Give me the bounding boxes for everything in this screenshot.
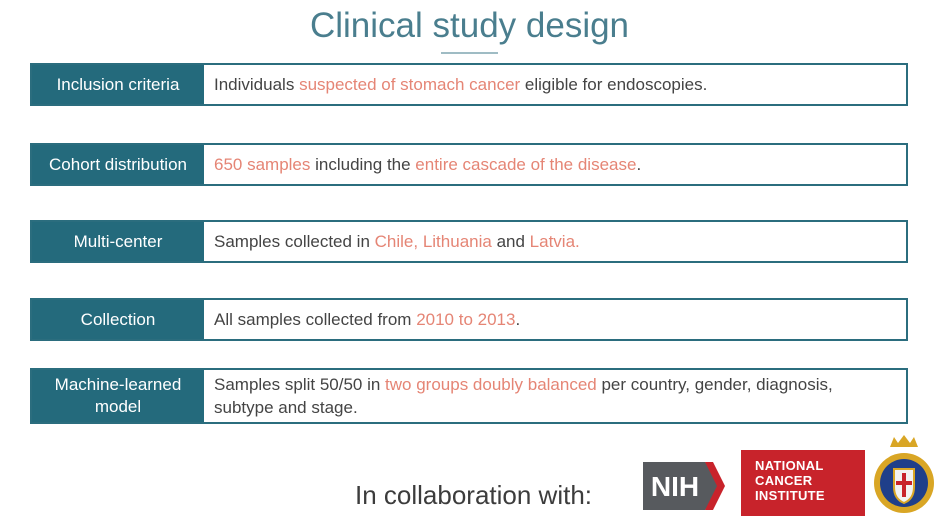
page-title: Clinical study design [309, 6, 630, 45]
plain-text: eligible for endoscopies. [520, 75, 708, 94]
nih-logo-text: NIH [650, 471, 700, 502]
row-description [204, 300, 906, 339]
row-label: Collection [32, 300, 204, 339]
collaboration-text: In collaboration with: [355, 480, 593, 510]
row-description [204, 65, 906, 104]
nci-logo-line: INSTITUTE [755, 488, 825, 503]
plain-text: Samples collected in [214, 232, 375, 251]
highlight-text: Latvia. [529, 232, 580, 251]
row-label: Machine-learned model [32, 370, 204, 422]
plain-text: . [636, 155, 642, 174]
highlight-text: 650 samples [214, 155, 311, 174]
plain-text: per country, gender, diagnosis, subtype and stage. [214, 375, 833, 417]
university-seal-logo [872, 433, 936, 523]
criteria-row-collection [30, 298, 908, 341]
criteria-row-multicenter [30, 220, 908, 263]
criteria-row-inclusion [30, 63, 908, 106]
row-label: Multi-center [32, 222, 204, 261]
row-description [204, 145, 906, 184]
highlight-text: 2010 to 2013 [416, 310, 516, 329]
row-text [214, 308, 520, 331]
nci-logo [741, 450, 865, 516]
row-text [214, 73, 707, 96]
row-text [214, 230, 580, 253]
row-text [214, 373, 896, 419]
highlight-text: entire cascade of the disease [415, 155, 637, 174]
seal-crown [890, 435, 918, 447]
plain-text: . [515, 310, 521, 329]
row-label: Inclusion criteria [32, 65, 204, 104]
row-label: Cohort distribution [32, 145, 204, 184]
row-description [204, 222, 906, 261]
plain-text: and [491, 232, 530, 251]
criteria-row-model [30, 368, 908, 424]
row-description [204, 370, 906, 422]
criteria-row-cohort [30, 143, 908, 186]
highlight-text: two groups doubly balanced [385, 375, 597, 394]
plain-text: Individuals [214, 75, 300, 94]
nih-logo [643, 456, 725, 516]
highlight-text: Chile, Lithuania [374, 232, 492, 251]
plain-text: All samples collected from [214, 310, 417, 329]
seal-cross-h [896, 481, 912, 485]
title-underline [441, 52, 498, 54]
highlight-text: suspected of stomach cancer [299, 75, 521, 94]
plain-text: Samples split 50/50 in [214, 375, 386, 394]
nci-logo-line: NATIONAL [755, 458, 824, 473]
row-text [214, 153, 641, 176]
nci-logo-line: CANCER [755, 473, 813, 488]
plain-text: including the [310, 155, 416, 174]
